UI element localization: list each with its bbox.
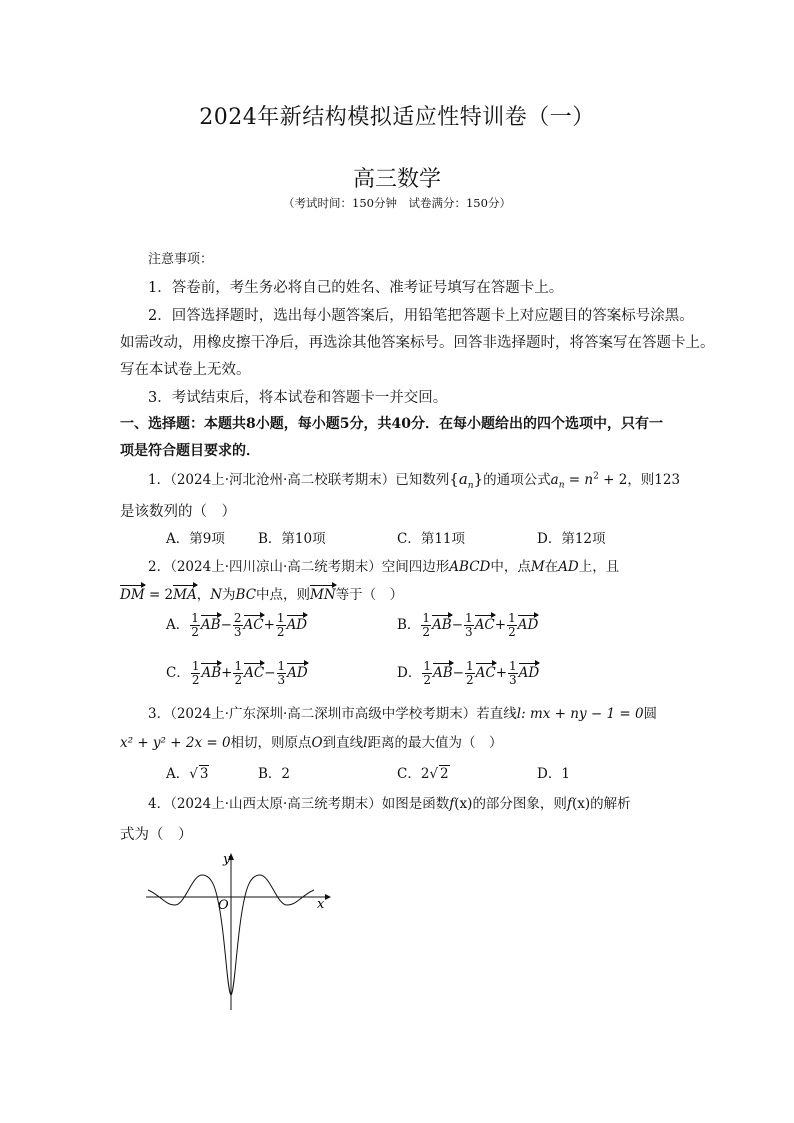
q1-stem-line-1: 1．（2024上·河北沧州·高二校联考期末）已知数列$\{a_n\}$的通项公式$a_n = n^2 + 2$，则123 — [148, 470, 681, 491]
q2-stem-line-2: DM = 2MA，N为BC中点，则MN等于（ ） — [120, 587, 404, 603]
x-axis-arrow — [325, 894, 331, 900]
q2-option-b: B． $\frac{1}{2}$ AB− $\frac{1}{3}$ AC+ $\frac{1}{2}$ AD — [397, 611, 539, 639]
q1-option-d: D．第12项 — [537, 531, 606, 547]
q4-stem-line-2: 式为（ ） — [120, 827, 193, 843]
notice-item-1: 1．答卷前，考生务必将自己的姓名、准考证号填写在答题卡上。 — [148, 280, 564, 296]
q3-stem-line-2: x² + y² + 2x = 0相切，则原点O到直线l距离的最大值为（ ） — [120, 735, 503, 751]
q1-option-a: A．第9项 — [166, 531, 225, 547]
q3-stem-line-1: 3．（2024上·广东深圳·高二深圳市高级中学校考期末）若直线l: mx + ny − 1 = 0圆 — [148, 706, 658, 722]
notice-heading: 注意事项： — [148, 252, 214, 267]
q3-option-b: B．2 — [258, 766, 291, 782]
q3-option-d: D．1 — [537, 766, 570, 782]
subject-title: 高三数学 — [352, 167, 441, 192]
exam-info: （考试时间：150分钟 试卷满分：150分） — [283, 196, 511, 210]
q1-formula: $a_n = n^2 + 2$ — [550, 471, 628, 491]
q3-option-c: C．2√ 2 — [397, 766, 449, 782]
function-graph — [140, 845, 340, 1015]
notice-item-3: 3．考试结束后，将本试卷和答题卡一并交回。 — [148, 390, 448, 406]
q2-option-a: A． $\frac{1}{2}$ AB− $\frac{2}{3}$ AC+ $\frac{1}{2}$ AD — [166, 611, 308, 639]
q2-stem-line-1: 2．（2024上·四川凉山·高二统考期末）空间四边形ABCD中，点M在AD上，且 — [148, 559, 620, 575]
q4-stem-line-1: 4．（2024上·山西太原·高三统考期末）如图是函数f(x)的部分图象，则f(x)的解析 — [148, 796, 631, 812]
q1-stem-line-2: 是该数列的（ ） — [120, 504, 236, 520]
q1-option-b: B．第10项 — [258, 531, 326, 547]
q1-sequence-symbol: $\{a_n\}$ — [449, 470, 484, 491]
section-1-line-2: 项是符合题目要求的． — [120, 443, 260, 459]
exam-title: 2024年新结构模拟适应性特训卷（一） — [199, 105, 595, 130]
q1-option-c: C．第11项 — [397, 531, 466, 547]
q2-option-c: C． $\frac{1}{2}$ AB+ $\frac{1}{2}$ AC− $\frac{1}{3}$ AD — [166, 659, 308, 687]
q2-option-d: D． $\frac{1}{2}$ AB− $\frac{1}{2}$ AC+ $\frac{1}{3}$ AD — [397, 659, 540, 687]
y-axis-label: y — [223, 852, 231, 867]
q3-option-a: A．√ 3 — [166, 766, 209, 782]
section-1-line-1: 一、选择题：本题共8小题，每小题5分，共40分．在每小题给出的四个选项中，只有一 — [120, 416, 663, 432]
x-axis-label: x — [317, 897, 325, 912]
notice-item-2-line-2: 如需改动，用橡皮擦干净后，再选涂其他答案标号。回答非选择题时，将答案写在答题卡上。 — [120, 335, 715, 351]
notice-item-2-line-1: 2．回答选择题时，选出每小题答案后，用铅笔把答题卡上对应题目的答案标号涂黑。 — [148, 308, 694, 324]
origin-label: O — [218, 898, 229, 913]
notice-item-2-line-3: 写在本试卷上无效。 — [120, 362, 251, 378]
